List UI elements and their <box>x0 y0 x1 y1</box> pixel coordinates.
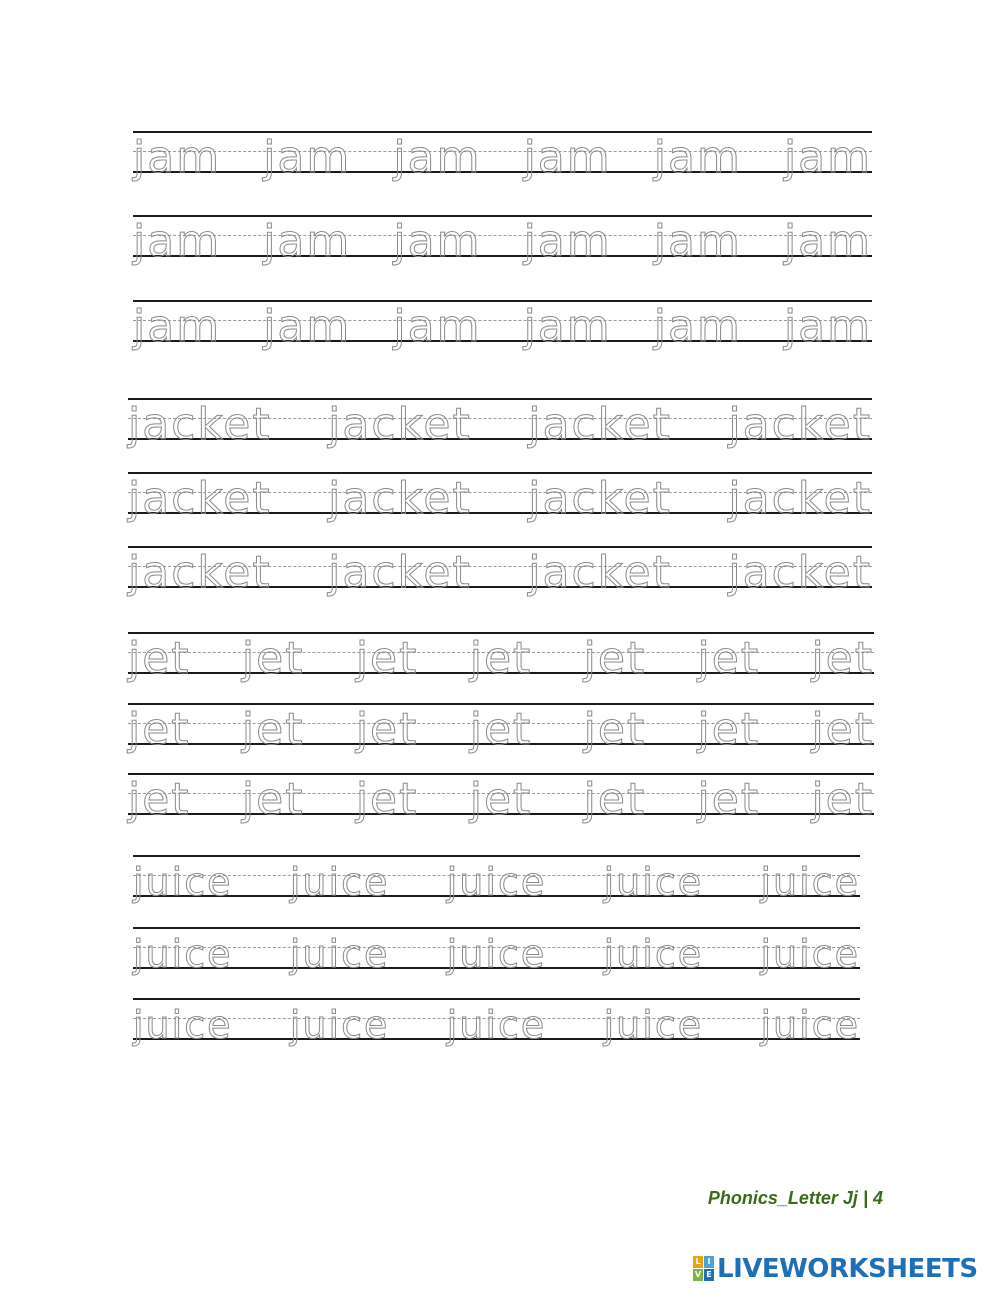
brand-name: LIVEWORKSHEETS <box>717 1254 978 1284</box>
trace-word: jet <box>469 704 533 755</box>
trace-word: jet <box>697 633 761 684</box>
trace-word: jam <box>653 216 742 267</box>
trace-word: jet <box>128 633 191 684</box>
trace-word: jet <box>355 774 419 825</box>
trace-word: jam <box>523 216 612 267</box>
trace-word: jet <box>811 774 874 825</box>
trace-word: jet <box>355 704 419 755</box>
trace-word: jam <box>653 132 742 183</box>
trace-word: jacket <box>128 547 272 598</box>
traced-words <box>133 1003 860 1063</box>
top-line <box>133 927 860 929</box>
brand-watermark[interactable] <box>693 1254 978 1284</box>
tracing-row <box>133 855 860 925</box>
trace-word: jacket <box>328 399 472 450</box>
logo-letter: I <box>704 1256 714 1268</box>
trace-word: jet <box>128 774 191 825</box>
trace-word: jet <box>583 633 647 684</box>
tracing-row <box>128 472 872 542</box>
trace-word: jet <box>583 774 647 825</box>
trace-word: jet <box>355 633 419 684</box>
trace-word: juice <box>289 1003 390 1047</box>
trace-word: juice <box>289 860 390 904</box>
tracing-row <box>133 215 872 285</box>
trace-word: juice <box>446 860 547 904</box>
trace-word: jam <box>783 216 872 267</box>
trace-word: jet <box>241 633 305 684</box>
top-line <box>133 215 872 217</box>
trace-word: jet <box>697 774 761 825</box>
trace-word: jam <box>133 301 222 352</box>
traced-words <box>128 633 874 697</box>
top-line <box>133 998 860 1000</box>
trace-word: jacket <box>728 473 872 524</box>
trace-word: jet <box>697 704 761 755</box>
trace-word: jam <box>783 301 872 352</box>
logo-letter: E <box>704 1269 714 1281</box>
trace-word: jet <box>241 704 305 755</box>
trace-word: jet <box>128 704 191 755</box>
traced-words <box>128 473 872 537</box>
traced-words <box>133 132 872 196</box>
trace-word: jam <box>653 301 742 352</box>
trace-word: juice <box>133 932 233 976</box>
trace-word: jacket <box>528 399 672 450</box>
trace-word: jet <box>469 774 533 825</box>
trace-word: juice <box>133 860 233 904</box>
trace-word: jam <box>393 132 482 183</box>
trace-word: jacket <box>528 473 672 524</box>
tracing-row <box>133 998 860 1068</box>
traced-words <box>133 301 872 365</box>
traced-words <box>128 399 872 463</box>
tracing-row <box>133 300 872 370</box>
top-line <box>133 300 872 302</box>
trace-word: jet <box>583 704 647 755</box>
traced-words <box>128 774 874 838</box>
trace-word: jam <box>393 216 482 267</box>
traced-words <box>133 216 872 280</box>
tracing-row <box>133 927 860 997</box>
liveworksheets-logo-icon <box>693 1256 715 1282</box>
trace-word: jet <box>469 633 533 684</box>
traced-words <box>128 547 872 611</box>
trace-word: juice <box>289 932 390 976</box>
trace-word: jam <box>783 132 872 183</box>
trace-word: juice <box>760 860 860 904</box>
trace-word: jam <box>133 216 222 267</box>
traced-words <box>133 860 860 920</box>
trace-word: juice <box>603 860 704 904</box>
tracing-row <box>128 703 874 773</box>
trace-word: juice <box>603 1003 704 1047</box>
trace-word: jacket <box>328 547 472 598</box>
trace-word: jet <box>241 774 305 825</box>
trace-word: juice <box>133 1003 233 1047</box>
trace-word: jam <box>393 301 482 352</box>
trace-word: jet <box>811 633 874 684</box>
trace-word: jacket <box>128 399 272 450</box>
logo-letter: V <box>694 1270 702 1279</box>
tracing-row <box>128 546 872 616</box>
traced-words <box>133 932 860 992</box>
trace-word: jam <box>523 301 612 352</box>
trace-word: juice <box>446 1003 547 1047</box>
traced-words <box>128 704 874 768</box>
trace-word: juice <box>760 1003 860 1047</box>
tracing-row <box>128 773 874 843</box>
top-line <box>133 131 872 133</box>
trace-word: jam <box>263 216 352 267</box>
trace-word: jacket <box>128 473 272 524</box>
trace-word: jet <box>811 704 874 755</box>
trace-word: juice <box>760 932 860 976</box>
page-footer: Phonics_Letter Jj | 4 <box>707 1188 883 1208</box>
trace-word: jam <box>523 132 612 183</box>
top-line <box>133 855 860 857</box>
trace-word: jam <box>263 301 352 352</box>
trace-word: jam <box>263 132 352 183</box>
trace-word: jacket <box>528 547 672 598</box>
trace-word: juice <box>446 932 547 976</box>
tracing-row <box>128 632 874 702</box>
logo-letter: L <box>693 1256 703 1268</box>
trace-word: juice <box>603 932 704 976</box>
trace-word: jacket <box>728 547 872 598</box>
tracing-row <box>133 131 872 201</box>
trace-word: jacket <box>328 473 472 524</box>
trace-word: jacket <box>728 399 872 450</box>
trace-word: jam <box>133 132 222 183</box>
tracing-row <box>128 398 872 468</box>
